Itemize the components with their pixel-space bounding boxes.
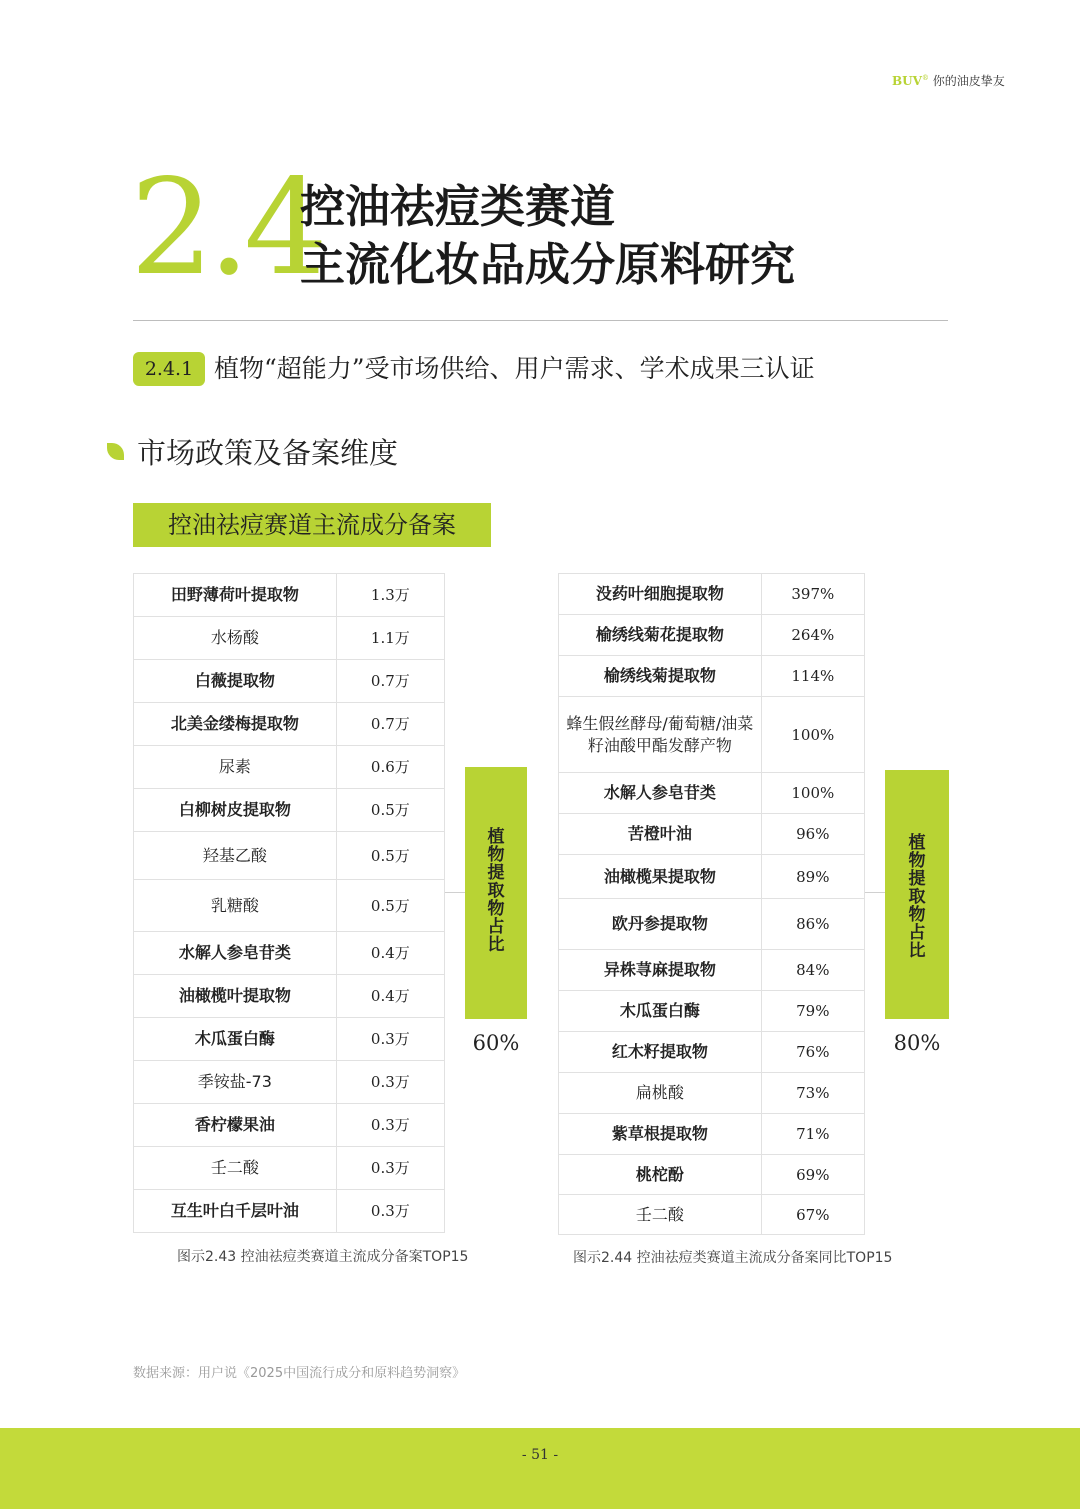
ingredient-name: 壬二酸: [559, 1195, 762, 1235]
table-row: [559, 1073, 865, 1114]
table-row: [134, 617, 445, 660]
table-row: [134, 932, 445, 975]
table-row: [559, 574, 865, 615]
table1-caption: 图示2.43 控油祛痘类赛道主流成分备案TOP15: [177, 1249, 469, 1265]
ingredient-name: 红木籽提取物: [559, 1032, 762, 1073]
table-row: [559, 1114, 865, 1155]
ingredient-value: 0.5万: [336, 880, 444, 932]
ingredient-name: 油橄榄叶提取物: [134, 975, 337, 1018]
ingredient-value: 73%: [761, 1073, 864, 1114]
ingredient-value: 0.3万: [336, 1061, 444, 1104]
ingredient-value: 1.3万: [336, 574, 444, 617]
ingredient-name: 扁桃酸: [559, 1073, 762, 1114]
table-row: [559, 1155, 865, 1195]
table-row: [559, 773, 865, 814]
table-row: [559, 950, 865, 991]
table-row: [134, 1190, 445, 1233]
ingredient-name: 木瓜蛋白酶: [134, 1018, 337, 1061]
ingredient-name: 北美金缕梅提取物: [134, 703, 337, 746]
ingredient-value: 84%: [761, 950, 864, 991]
ingredient-value: 100%: [761, 773, 864, 814]
ingredient-value: 0.5万: [336, 832, 444, 880]
ingredient-value: 397%: [761, 574, 864, 615]
filing-top15-table: [133, 573, 445, 1233]
subsection-title: 市场政策及备案维度: [137, 436, 399, 470]
table-row: [134, 1018, 445, 1061]
ingredient-value: 264%: [761, 615, 864, 656]
table-row: [134, 746, 445, 789]
ingredient-value: 71%: [761, 1114, 864, 1155]
brand-tagline: 你的油皮挚友: [932, 74, 1005, 88]
leaf-icon: [107, 443, 124, 460]
page-number: - 51 -: [521, 1447, 559, 1463]
ingredient-value: 1.1万: [336, 617, 444, 660]
ingredient-name: 白柳树皮提取物: [134, 789, 337, 832]
ingredient-value: 0.3万: [336, 1147, 444, 1190]
ingredient-name: 苦橙叶油: [559, 814, 762, 855]
table-row: [134, 975, 445, 1018]
ingredient-name: 水解人参皂苷类: [559, 773, 762, 814]
ingredient-name: 羟基乙酸: [134, 832, 337, 880]
table-row: [134, 832, 445, 880]
ingredient-name: 欧丹参提取物: [559, 899, 762, 950]
chapter-title-line2: 主流化妆品成分原料研究: [300, 238, 796, 291]
section-number-badge: 2.4.1: [133, 352, 205, 386]
table-row: [134, 703, 445, 746]
brand-header: [892, 72, 1005, 89]
table-row: [134, 1061, 445, 1104]
table-row: [559, 899, 865, 950]
filing-yoy-top15-table: [558, 573, 865, 1235]
chapter-number: 2.4: [130, 151, 322, 305]
table-row: [134, 1147, 445, 1190]
table-row: [559, 991, 865, 1032]
ingredient-value: 76%: [761, 1032, 864, 1073]
ingredient-value: 0.3万: [336, 1190, 444, 1233]
ingredient-name: 没药叶细胞提取物: [559, 574, 762, 615]
table-row: [559, 1195, 865, 1235]
brand-registered-mark: ®: [921, 74, 929, 82]
table-row: [559, 697, 865, 773]
ingredient-value: 0.7万: [336, 703, 444, 746]
ingredient-value: 0.4万: [336, 975, 444, 1018]
table-row: [134, 789, 445, 832]
ingredient-name: 蜂生假丝酵母/葡萄糖/油菜籽油酸甲酯发酵产物: [559, 697, 762, 773]
ingredient-name: 季铵盐-73: [134, 1061, 337, 1104]
table-row: [559, 615, 865, 656]
chapter-title-line1: 控油祛痘类赛道: [300, 180, 616, 233]
table-row: [559, 855, 865, 899]
title-divider: [133, 320, 948, 321]
ingredient-name: 乳糖酸: [134, 880, 337, 932]
ingredient-value: 0.6万: [336, 746, 444, 789]
footer-bar: [0, 1428, 1080, 1509]
table1-connector: [445, 892, 465, 893]
ingredient-value: 89%: [761, 855, 864, 899]
ingredient-value: 0.4万: [336, 932, 444, 975]
section-banner: 控油祛痘赛道主流成分备案: [133, 503, 491, 547]
table-row: [134, 880, 445, 932]
plant-extract-label-2: 植物提取物占比: [908, 833, 926, 961]
brand-logo: BUV: [892, 74, 922, 88]
ingredient-name: 白薇提取物: [134, 660, 337, 703]
ingredient-value: 0.3万: [336, 1018, 444, 1061]
ingredient-name: 香柠檬果油: [134, 1104, 337, 1147]
ingredient-value: 69%: [761, 1155, 864, 1195]
ingredient-value: 0.5万: [336, 789, 444, 832]
ingredient-value: 67%: [761, 1195, 864, 1235]
ingredient-name: 异株荨麻提取物: [559, 950, 762, 991]
ingredient-name: 水杨酸: [134, 617, 337, 660]
ingredient-value: 79%: [761, 991, 864, 1032]
ingredient-name: 尿素: [134, 746, 337, 789]
table2-caption: 图示2.44 控油祛痘类赛道主流成分备案同比TOP15: [573, 1250, 893, 1266]
ingredient-value: 0.3万: [336, 1104, 444, 1147]
ingredient-name: 互生叶白千层叶油: [134, 1190, 337, 1233]
table-row: [559, 814, 865, 855]
plant-extract-pct-2: 80%: [893, 1031, 941, 1055]
ingredient-value: 86%: [761, 899, 864, 950]
data-source-note: 数据来源：用户说《2025中国流行成分和原料趋势洞察》: [133, 1366, 466, 1381]
ingredient-name: 油橄榄果提取物: [559, 855, 762, 899]
ingredient-name: 水解人参皂苷类: [134, 932, 337, 975]
ingredient-name: 榆绣线菊花提取物: [559, 615, 762, 656]
ingredient-name: 木瓜蛋白酶: [559, 991, 762, 1032]
ingredient-value: 0.7万: [336, 660, 444, 703]
table-row: [559, 1032, 865, 1073]
table-row: [134, 1104, 445, 1147]
ingredient-name: 桃柁酚: [559, 1155, 762, 1195]
section-title: 植物“超能力”受市场供给、用户需求、学术成果三认证: [214, 354, 815, 383]
ingredient-value: 114%: [761, 656, 864, 697]
table-row: [134, 574, 445, 617]
ingredient-value: 100%: [761, 697, 864, 773]
ingredient-name: 榆绣线菊提取物: [559, 656, 762, 697]
table-row: [134, 660, 445, 703]
ingredient-name: 壬二酸: [134, 1147, 337, 1190]
ingredient-name: 田野薄荷叶提取物: [134, 574, 337, 617]
ingredient-value: 96%: [761, 814, 864, 855]
ingredient-name: 紫草根提取物: [559, 1114, 762, 1155]
table-row: [559, 656, 865, 697]
chapter-title: [300, 178, 795, 294]
plant-extract-pct-1: 60%: [472, 1031, 520, 1055]
plant-extract-label-1: 植物提取物占比: [487, 827, 505, 955]
table2-connector: [865, 892, 885, 893]
